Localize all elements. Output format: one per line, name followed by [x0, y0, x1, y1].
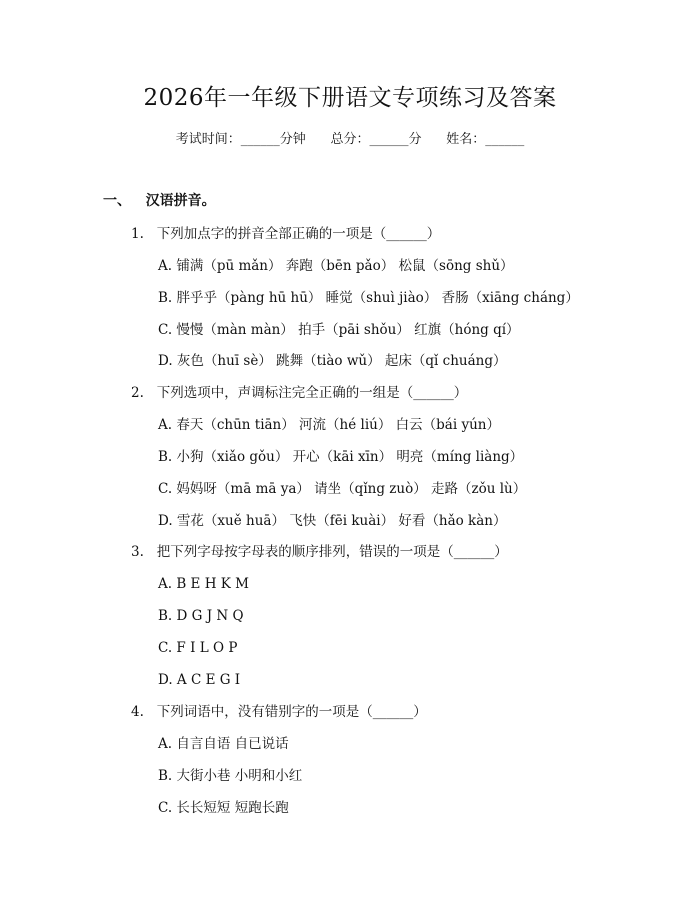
question-option: B. D G J N Q: [158, 608, 244, 624]
question-option: A. B E H K M: [158, 576, 249, 592]
question-stem: [131, 701, 427, 723]
page-title: 2026年一年级下册语文专项练习及答案: [143, 85, 557, 111]
question-number: 1.: [131, 226, 144, 242]
question-option: D. 灰色（huī sè） 跳舞（tiào wǔ） 起床（qǐ chuáng）: [158, 353, 507, 369]
question-text: 下列词语中，没有错别字的一项是（______）: [156, 704, 427, 720]
question-option: C. 慢慢（màn màn） 拍手（pāi shǒu） 红旗（hóng qí）: [158, 322, 520, 338]
question-option: C. F I L O P: [158, 640, 238, 656]
question-number: 4.: [131, 704, 144, 720]
question-stem: [131, 541, 508, 563]
question-option: B. 小狗（xiǎo gǒu） 开心（kāi xīn） 明亮（míng liàng）: [158, 449, 524, 465]
question-stem: [131, 223, 440, 245]
section-number: 一、: [103, 193, 131, 209]
question-option: D. 雪花（xuě huā） 飞快（fēi kuài） 好看（hǎo kàn）: [158, 513, 507, 529]
question-option: A. 春天（chūn tiān） 河流（hé liú） 白云（bái yún）: [158, 417, 500, 433]
question-option: C. 妈妈呀（mā mā ya） 请坐（qǐng zuò） 走路（zǒu lù）: [158, 481, 527, 497]
question-option: D. A C E G I: [158, 672, 241, 688]
question-option: A. 自言自语 自已说话: [158, 736, 289, 752]
question-number: 2.: [131, 385, 144, 401]
exam-info-line: 考试时间：______分钟 总分：______分 姓名：______: [175, 132, 525, 147]
question-option: A. 铺满（pū mǎn） 奔跑（bēn pǎo） 松鼠（sōng shǔ）: [158, 258, 514, 274]
question-number: 3.: [131, 544, 144, 560]
section-title: 汉语拼音。: [145, 193, 216, 209]
question-text: 下列选项中，声调标注完全正确的一组是（______）: [156, 385, 468, 401]
section-heading: [103, 190, 216, 212]
question-stem: [131, 382, 467, 404]
question-text: 把下列字母按字母表的顺序排列，错误的一项是（______）: [156, 544, 508, 560]
question-option: B. 胖乎乎（pàng hū hū） 睡觉（shuì jiào） 香肠（xiāng cháng）: [158, 290, 579, 306]
question-option: B. 大街小巷 小明和小红: [158, 768, 303, 784]
question-text: 下列加点字的拼音全部正确的一项是（______）: [156, 226, 441, 242]
question-option: C. 长长短短 短跑长跑: [158, 800, 289, 816]
